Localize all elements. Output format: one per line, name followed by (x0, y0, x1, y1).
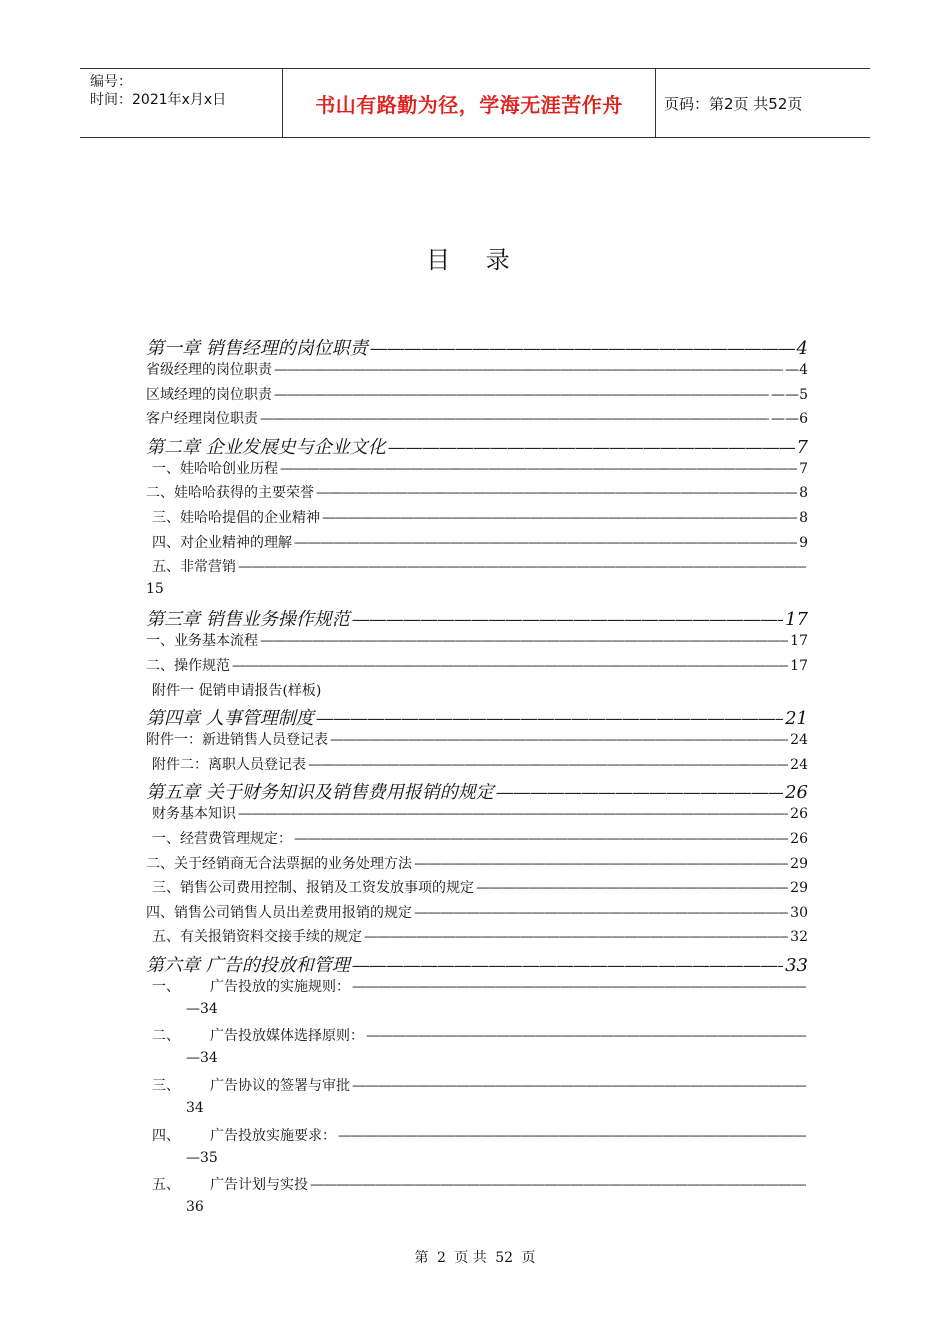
toc-leader (388, 437, 795, 458)
toc-entry-page: 7 (799, 460, 808, 477)
toc-entry-page: 8 (799, 509, 808, 526)
document-header (80, 68, 870, 138)
toc-entry-page-wrapped: 36 (186, 1199, 204, 1216)
toc-entry-page: 30 (790, 904, 808, 921)
toc-leader (496, 782, 783, 803)
toc-entry-page: 26 (790, 830, 808, 847)
toc-entry-page-wrapped: —34 (186, 1050, 218, 1067)
toc-entry[interactable] (146, 754, 808, 779)
toc-entry-label: 第三章 销售业务操作规范 (146, 609, 350, 631)
toc-leader (338, 1128, 806, 1144)
toc-entry-number: 四、 (152, 1127, 180, 1144)
table-of-contents (146, 334, 808, 1224)
toc-leader (330, 732, 788, 748)
toc-entry-label: 客户经理岗位职责 (146, 411, 258, 428)
toc-entry[interactable] (146, 803, 808, 828)
toc-entry-label: 附件二：离职人员登记表 (152, 756, 306, 773)
toc-entry[interactable] (146, 532, 808, 557)
toc-entry-page: 4 (796, 338, 808, 359)
toc-entry[interactable] (146, 1025, 808, 1050)
toc-leader (316, 708, 783, 729)
toc-entry-number: 五、 (152, 1177, 180, 1194)
footer-suffix: 页 (521, 1250, 536, 1266)
toc-entry-label: 广告投放的实施规则： (210, 978, 350, 995)
footer-mid: 页 共 (454, 1250, 487, 1266)
toc-leader (316, 485, 797, 501)
toc-leader (294, 535, 797, 551)
toc-entry-page: 26 (785, 782, 808, 804)
toc-entry-label: 广告投放媒体选择原则： (210, 1028, 364, 1045)
toc-entry-label: 区域经理的岗位职责 (146, 386, 272, 403)
toc-entry-label: 一、业务基本流程 (146, 633, 258, 650)
toc-entry[interactable] (146, 482, 808, 507)
toc-entry[interactable] (146, 877, 808, 902)
toc-entry-chapter[interactable] (146, 704, 808, 729)
footer-prefix: 第 (414, 1250, 429, 1266)
toc-leader (238, 806, 788, 822)
toc-entry-chapter[interactable] (146, 605, 808, 630)
toc-entry-page: 24 (790, 756, 808, 773)
toc-entry-label: 三、销售公司费用控制、报销及工资发放事项的规定 (152, 880, 474, 897)
toc-entry-page: 26 (790, 806, 808, 823)
toc-entry-label: 二、关于经销商无合法票据的业务处理方法 (146, 855, 412, 872)
toc-entry-chapter[interactable] (146, 951, 808, 976)
toc-entry-label: 财务基本知识 (152, 806, 236, 823)
toc-entry-label: 第五章 关于财务知识及销售费用报销的规定 (146, 782, 494, 804)
toc-leader (352, 1078, 806, 1094)
toc-entry-label: 二、娃哈哈获得的主要荣誉 (146, 485, 314, 502)
toc-entry-page: 17 (790, 633, 808, 650)
toc-entry-page-wrapped: 34 (186, 1100, 204, 1117)
toc-entry-page-wrapped: —35 (186, 1149, 218, 1166)
toc-entry-number: 三、 (152, 1078, 180, 1095)
toc-entry-appendix[interactable] (146, 680, 808, 705)
toc-entry-page: 29 (790, 880, 808, 897)
toc-entry-label: 第二章 企业发展史与企业文化 (146, 436, 386, 458)
toc-entry-page: 8 (799, 485, 808, 502)
toc-entry[interactable] (146, 630, 808, 655)
header-meta-cell (80, 69, 283, 137)
toc-entry-page: 29 (790, 855, 808, 872)
toc-entry[interactable] (146, 729, 808, 754)
toc-entry-page: 24 (790, 732, 808, 749)
toc-entry[interactable] (146, 1075, 808, 1100)
toc-entry-page: 9 (799, 534, 808, 551)
toc-entry-label: 第一章 销售经理的岗位职责 (146, 338, 368, 359)
toc-entry-page: 17 (790, 657, 808, 674)
toc-leader (280, 461, 797, 477)
toc-entry-label: 二、操作规范 (146, 657, 230, 674)
code-label: 编号： (90, 74, 132, 90)
toc-entry[interactable] (146, 1174, 808, 1199)
toc-entry[interactable] (146, 926, 808, 951)
toc-leader (364, 929, 788, 945)
toc-leader (294, 831, 788, 847)
toc-entry-page: 33 (785, 954, 808, 976)
toc-leader (414, 856, 788, 872)
toc-leader (238, 559, 806, 575)
toc-entry-chapter[interactable] (146, 433, 808, 458)
toc-leader (366, 1028, 806, 1044)
toc-entry[interactable] (146, 902, 808, 927)
toc-entry-label: 第六章 广告的投放和管理 (146, 954, 350, 976)
toc-entry[interactable] (146, 853, 808, 878)
toc-leader (476, 880, 788, 896)
toc-leader (260, 411, 769, 427)
toc-entry-page-wrapped: —34 (186, 1000, 218, 1017)
toc-entry-label: 五、非常营销 (152, 559, 236, 576)
toc-entry-label: 附件一 促销申请报告(样板) (152, 682, 322, 699)
toc-entry-page: 17 (785, 609, 808, 631)
page-title: 目 录 (426, 246, 524, 274)
toc-entry-label: 广告协议的签署与审批 (210, 1078, 350, 1095)
toc-entry-chapter[interactable] (146, 778, 808, 803)
toc-entry[interactable] (146, 384, 808, 409)
toc-entry-page-wrapped: 15 (146, 580, 164, 597)
toc-entry[interactable] (146, 408, 808, 433)
toc-leader (322, 510, 797, 526)
toc-entry[interactable] (146, 507, 808, 532)
toc-entry[interactable] (146, 458, 808, 483)
toc-entry-page: 21 (785, 708, 808, 730)
toc-leader (352, 979, 806, 995)
toc-leader (232, 658, 788, 674)
footer-current-page: 2 (436, 1250, 446, 1266)
header-motto: 书山有路勤为径，学海无涯苦作舟 (283, 69, 656, 137)
toc-leader (260, 633, 788, 649)
toc-entry-label: 广告投放实施要求： (210, 1127, 336, 1144)
toc-entry[interactable] (146, 556, 808, 581)
toc-leader (352, 955, 783, 976)
toc-leader (414, 905, 788, 921)
toc-entry-label: 五、有关报销资料交接手续的规定 (152, 929, 362, 946)
toc-entry-number: 一、 (152, 978, 180, 995)
header-page-info: 页码：第2页 共52页 (664, 94, 803, 113)
page-footer (0, 1247, 950, 1267)
toc-entry[interactable] (146, 655, 808, 680)
toc-entry-label: 四、对企业精神的理解 (152, 534, 292, 551)
toc-entry-label: 一、娃哈哈创业历程 (152, 460, 278, 477)
toc-entry-page: 7 (796, 436, 808, 458)
toc-entry[interactable] (146, 1125, 808, 1150)
toc-entry-label: 广告计划与实投 (210, 1177, 308, 1194)
toc-entry-label: 附件一：新进销售人员登记表 (146, 732, 328, 749)
toc-entry-label: 一、经营费管理规定： (152, 830, 292, 847)
toc-entry-page: —4 (785, 362, 808, 378)
toc-entry-page: ——5 (771, 386, 808, 403)
toc-entry-number: 二、 (152, 1028, 180, 1045)
toc-leader (370, 338, 795, 359)
toc-entry[interactable] (146, 976, 808, 1001)
toc-entry-page: 32 (790, 929, 808, 946)
toc-leader (308, 757, 788, 773)
time-label: 时间：2021年x月x日 (90, 92, 227, 108)
toc-entry-chapter[interactable] (146, 334, 808, 359)
toc-entry-label: 第四章 人事管理制度 (146, 708, 314, 730)
toc-leader (274, 362, 783, 378)
toc-leader (274, 387, 769, 403)
toc-entry[interactable] (146, 828, 808, 853)
toc-entry-page: ——6 (771, 411, 808, 428)
toc-entry-label: 三、娃哈哈提倡的企业精神 (152, 509, 320, 526)
toc-entry[interactable] (146, 359, 808, 384)
toc-entry-label: 省级经理的岗位职责 (146, 362, 272, 378)
toc-entry-label: 四、销售公司销售人员出差费用报销的规定 (146, 904, 412, 921)
toc-leader (352, 609, 783, 630)
toc-leader (310, 1177, 806, 1193)
footer-total-pages: 52 (495, 1250, 514, 1266)
